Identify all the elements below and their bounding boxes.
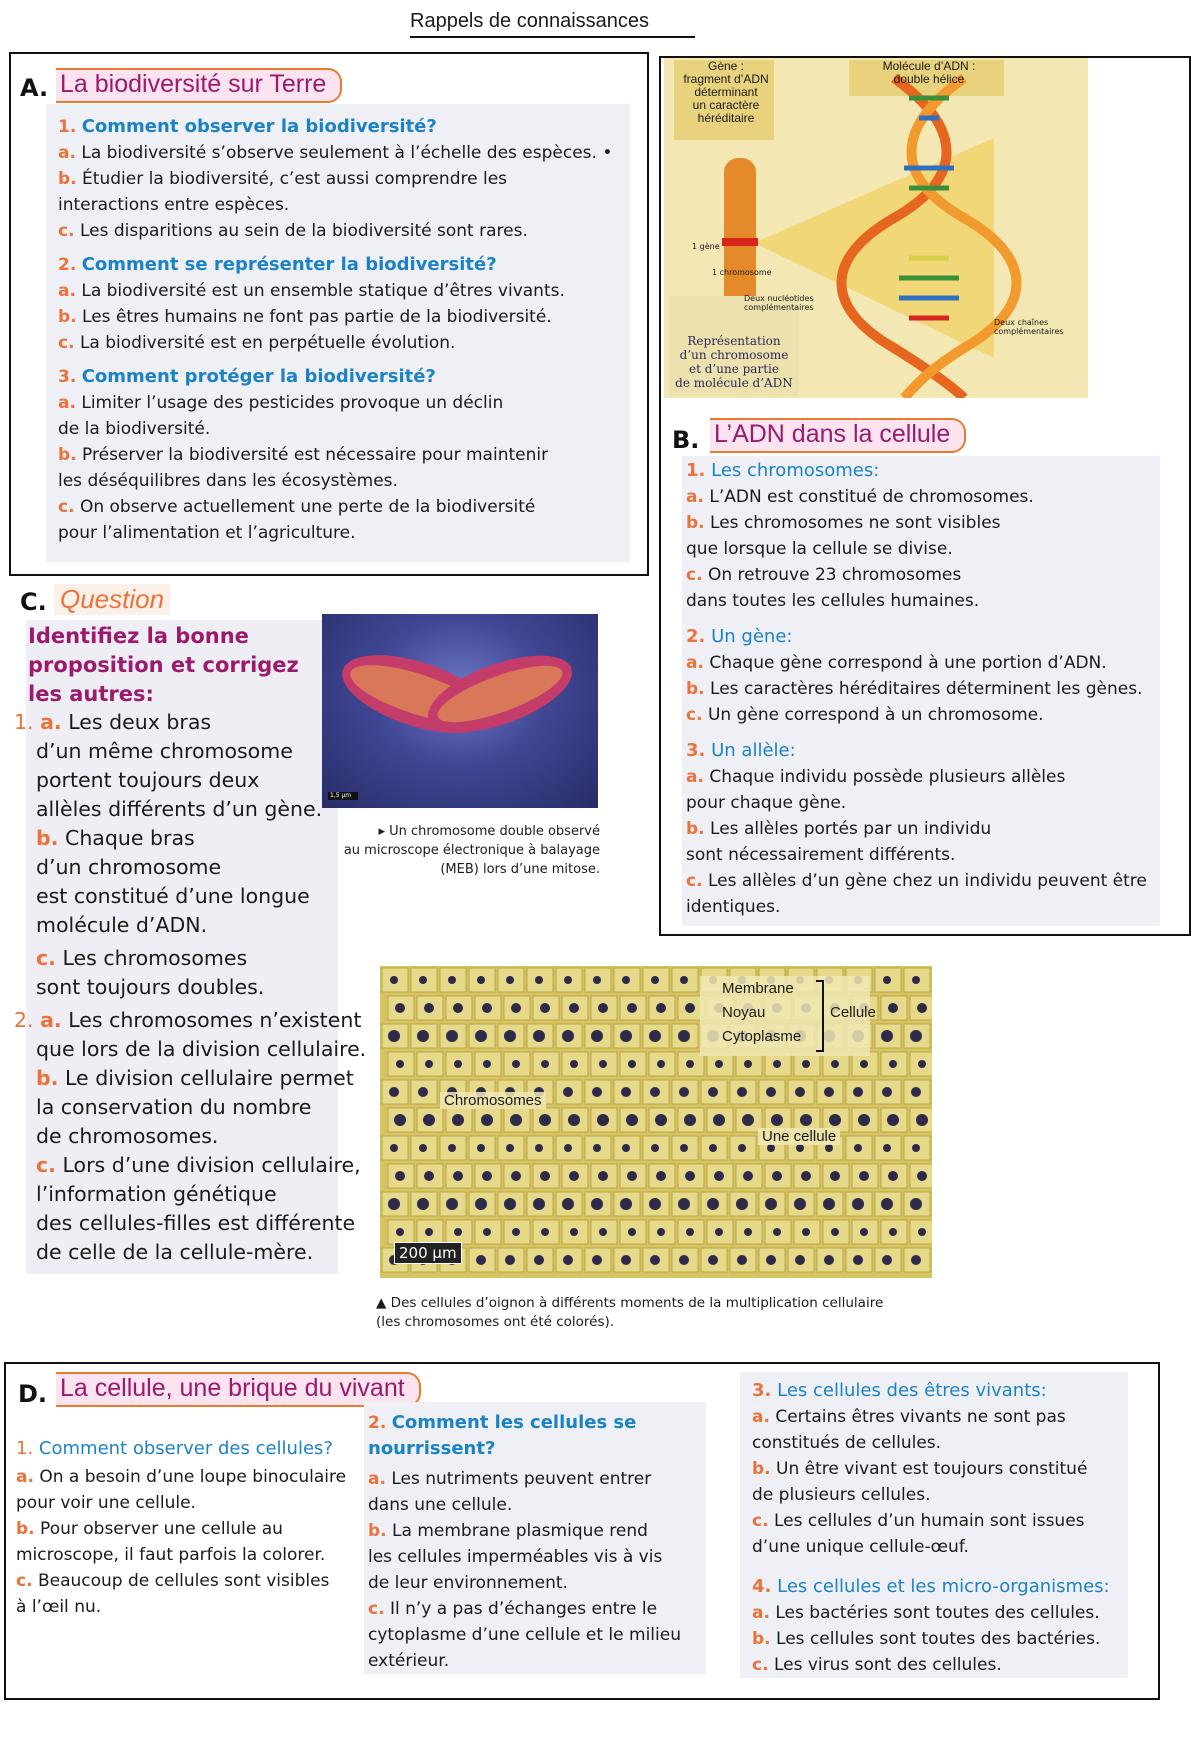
option-b1-c: c. On retrouve 23 chromosomes (686, 565, 962, 585)
chromosome-caption: ▸ Un chromosome double observé au microscope électronique à balayage (MEB) lors d’une mitose. (343, 824, 600, 877)
question-d4: 4. Les cellules et les micro-organismes: (752, 1576, 1110, 1597)
section-d-q1 (16, 1436, 346, 1620)
cytoplasme-label: Cytoplasme (722, 1028, 802, 1045)
option-a1-c: c. Les disparitions au sein de la biodiversité sont rares. (58, 221, 528, 241)
section-b-letter: B. (672, 426, 700, 454)
option-d3-a: a. Certains êtres vivants ne sont pas (752, 1407, 1066, 1427)
section-a-title-wrap (56, 68, 342, 103)
section-c-q1 (14, 708, 366, 1267)
question-d1: 1. Comment observer des cellules? (16, 1438, 333, 1459)
option-d4-c: c. Les virus sont des cellules. (752, 1655, 1002, 1675)
option-a2-a: a. La biodiversité est un ensemble statique d’êtres vivants. (58, 281, 565, 301)
question-d2: 2. Comment les cellules se (368, 1412, 637, 1433)
option-d2-c-l3: extérieur. (368, 1651, 450, 1671)
nucleotides-label: Deux nucléotides complémentaires (744, 294, 814, 312)
option-c2-b-l2: la conservation du nombre (36, 1095, 312, 1119)
option-d2-c: c. Il n’y a pas d’échanges entre le (368, 1599, 658, 1619)
option-c2-a-l2: que lors de la division cellulaire. (36, 1037, 367, 1061)
option-c2-c-l4: de celle de la cellule-mère. (36, 1240, 314, 1264)
option-d1-a-l2: pour voir une cellule. (16, 1493, 196, 1513)
option-b3-b-cont: sont nécessairement différents. (686, 845, 956, 865)
option-a1-b: b. Étudier la biodiversité, c’est aussi comprendre les (58, 169, 508, 189)
option-a3-a-cont: de la biodiversité. (58, 419, 211, 439)
gene-label: Gène : fragment d’ADN déterminant un caractère héréditaire (683, 59, 769, 125)
option-a1-b-cont: interactions entre espèces. (58, 195, 290, 215)
question-b1: 1. Les chromosomes: (686, 460, 880, 481)
option-b3-c-cont: identiques. (686, 897, 781, 917)
membrane-label: Membrane (722, 980, 794, 997)
option-c2-c-l2: l’information génétique (36, 1182, 277, 1206)
dna-caption: Représentation d’un chromosome et d’une partie de molécule d’ADN (675, 334, 793, 390)
option-d2-b-l2: les cellules imperméables vis à vis (368, 1547, 663, 1567)
dna-figure (664, 58, 1088, 398)
chromosome-scale: 1,5 µm (330, 792, 352, 799)
option-a2-b: b. Les êtres humains ne font pas partie de la biodiversité. (58, 307, 552, 327)
question-b3: 3. Un allèle: (686, 740, 796, 761)
option-b2-c: c. Un gène correspond à un chromosome. (686, 705, 1044, 725)
option-a3-a: a. Limiter l’usage des pesticides provoque un déclin (58, 393, 504, 413)
option-b1-b-cont: que lorsque la cellule se divise. (686, 539, 953, 559)
molecule-label: Molécule d’ADN : double hélice (882, 59, 976, 86)
option-c1-c: c. Les chromosomes (36, 946, 248, 970)
option-b1-a: a. L’ADN est constitué de chromosomes. (686, 487, 1034, 507)
brace (816, 980, 824, 1052)
option-a3-b-cont: les déséquilibres dans les écosystèmes. (58, 471, 398, 491)
question-b2: 2. Un gène: (686, 626, 793, 647)
section-a-content (58, 114, 612, 546)
section-d-title: La cellule, une brique du vivant (56, 1372, 421, 1407)
option-c2-b-l3: de chromosomes. (36, 1124, 219, 1148)
option-b3-a-cont: pour chaque gène. (686, 793, 847, 813)
option-d4-a: a. Les bactéries sont toutes des cellules. (752, 1603, 1100, 1623)
option-d3-b: b. Un être vivant est toujours constitué (752, 1459, 1088, 1479)
option-d3-c: c. Les cellules d’un humain sont issues (752, 1511, 1085, 1531)
option-b2-a: a. Chaque gène correspond à une portion d’ADN. (686, 653, 1107, 673)
option-a3-c-cont: pour l’alimentation et l’agriculture. (58, 523, 356, 543)
one-chromosome-label: 1 chromosome (712, 268, 772, 277)
option-d2-c-l2: cytoplasme d’une cellule et le milieu (368, 1625, 681, 1645)
option-d1-b-l2: microscope, il faut parfois la colorer. (16, 1545, 326, 1565)
section-b-title: L’ADN dans la cellule (710, 418, 966, 453)
option-c1-b-l4: molécule d’ADN. (36, 913, 208, 937)
chromosome-photo (322, 614, 598, 808)
scale-bar-label: 200 µm (394, 1242, 462, 1264)
noyau-label: Noyau (722, 1004, 766, 1021)
section-d-q3 (752, 1378, 1110, 1678)
option-d4-b: b. Les cellules sont toutes des bactéries. (752, 1629, 1101, 1649)
option-c1-b: b. Chaque bras (36, 826, 195, 850)
option-d2-a-l2: dans une cellule. (368, 1495, 513, 1515)
option-d3-a-l2: constitués de cellules. (752, 1433, 942, 1453)
section-b-content (686, 458, 1147, 920)
question-a3: 3. Comment protéger la biodiversité? (58, 366, 436, 387)
option-d1-c: c. Beaucoup de cellules sont visibles (16, 1571, 330, 1591)
question-a1: 1. Comment observer la biodiversité? (58, 116, 437, 137)
option-c1-a: 1. a. Les deux bras (14, 710, 212, 734)
onion-caption: ▲ Des cellules d’oignon à différents moments de la multiplication cellulaire (les chromosomes ont été colorés). (376, 1295, 884, 1330)
chains-label: Deux chaînes complémentaires (994, 318, 1064, 336)
option-c1-a-l3: portent toujours deux (36, 768, 260, 792)
section-c-letter: C. (20, 588, 47, 616)
option-c1-c-l2: sont toujours doubles. (36, 975, 265, 999)
section-d-q2 (368, 1410, 681, 1674)
section-d-letter: D. (18, 1380, 48, 1408)
option-d3-c-l2: d’une unique cellule-œuf. (752, 1537, 969, 1557)
option-c2-c: c. Lors d’une division cellulaire, (36, 1153, 361, 1177)
page-title: Rappels de connaissances (410, 10, 650, 32)
option-b1-b: b. Les chromosomes ne sont visibles (686, 513, 1001, 533)
title-underline (410, 36, 695, 38)
onion-cells-photo (380, 966, 932, 1278)
option-d1-b: b. Pour observer une cellule au (16, 1519, 283, 1539)
section-c-instruction: Identifiez la bonne proposition et corrigez les autres: (28, 624, 299, 706)
section-b-title-wrap (710, 418, 966, 453)
une-cellule-label: Une cellule (758, 1128, 840, 1145)
option-a2-c: c. La biodiversité est en perpétuelle évolution. (58, 333, 456, 353)
option-c1-b-l3: est constitué d’une longue (36, 884, 310, 908)
one-gene-label: 1 gène (692, 242, 720, 251)
option-a3-c: c. On observe actuellement une perte de la biodiversité (58, 497, 536, 517)
question-a2: 2. Comment se représenter la biodiversité? (58, 254, 497, 275)
option-c2-c-l3: des cellules-filles est différente (36, 1211, 356, 1235)
question-d3: 3. Les cellules des êtres vivants: (752, 1380, 1047, 1401)
option-b3-a: a. Chaque individu possède plusieurs allèles (686, 767, 1066, 787)
option-d2-a: a. Les nutriments peuvent entrer (368, 1469, 652, 1489)
option-d2-b: b. La membrane plasmique rend (368, 1521, 648, 1541)
option-d1-c-l2: à l’œil nu. (16, 1597, 102, 1617)
question-d2-cont: nourrissent? (368, 1438, 496, 1459)
option-c2-a: 2. a. Les chromosomes n’existent (14, 1008, 362, 1032)
option-c1-a-l4: allèles différents d’un gène. (36, 797, 323, 821)
option-c2-b: b. Le division cellulaire permet (36, 1066, 354, 1090)
chromosomes-label: Chromosomes (440, 1092, 546, 1109)
section-a-title: La biodiversité sur Terre (56, 68, 342, 103)
option-c1-a-l2: d’un même chromosome (36, 739, 293, 763)
option-d3-b-l2: de plusieurs cellules. (752, 1485, 931, 1505)
cellule-label: Cellule (830, 1004, 876, 1021)
section-a-letter: A. (20, 74, 49, 102)
option-d1-a: a. On a besoin d’une loupe binoculaire (16, 1467, 347, 1487)
option-b3-c: c. Les allèles d’un gène chez un individu peuvent être (686, 871, 1147, 891)
option-c1-b-l2: d’un chromosome (36, 855, 222, 879)
option-a3-b: b. Préserver la biodiversité est nécessaire pour maintenir (58, 445, 549, 465)
option-a1-a: a. La biodiversité s’observe seulement à l’échelle des espèces. • (58, 143, 613, 163)
option-b1-c-cont: dans toutes les cellules humaines. (686, 591, 980, 611)
option-b2-b: b. Les caractères héréditaires déterminent les gènes. (686, 679, 1143, 699)
option-d2-b-l3: de leur environnement. (368, 1573, 568, 1593)
option-b3-b: b. Les allèles portés par un individu (686, 819, 992, 839)
section-c-title: Question (54, 584, 170, 615)
